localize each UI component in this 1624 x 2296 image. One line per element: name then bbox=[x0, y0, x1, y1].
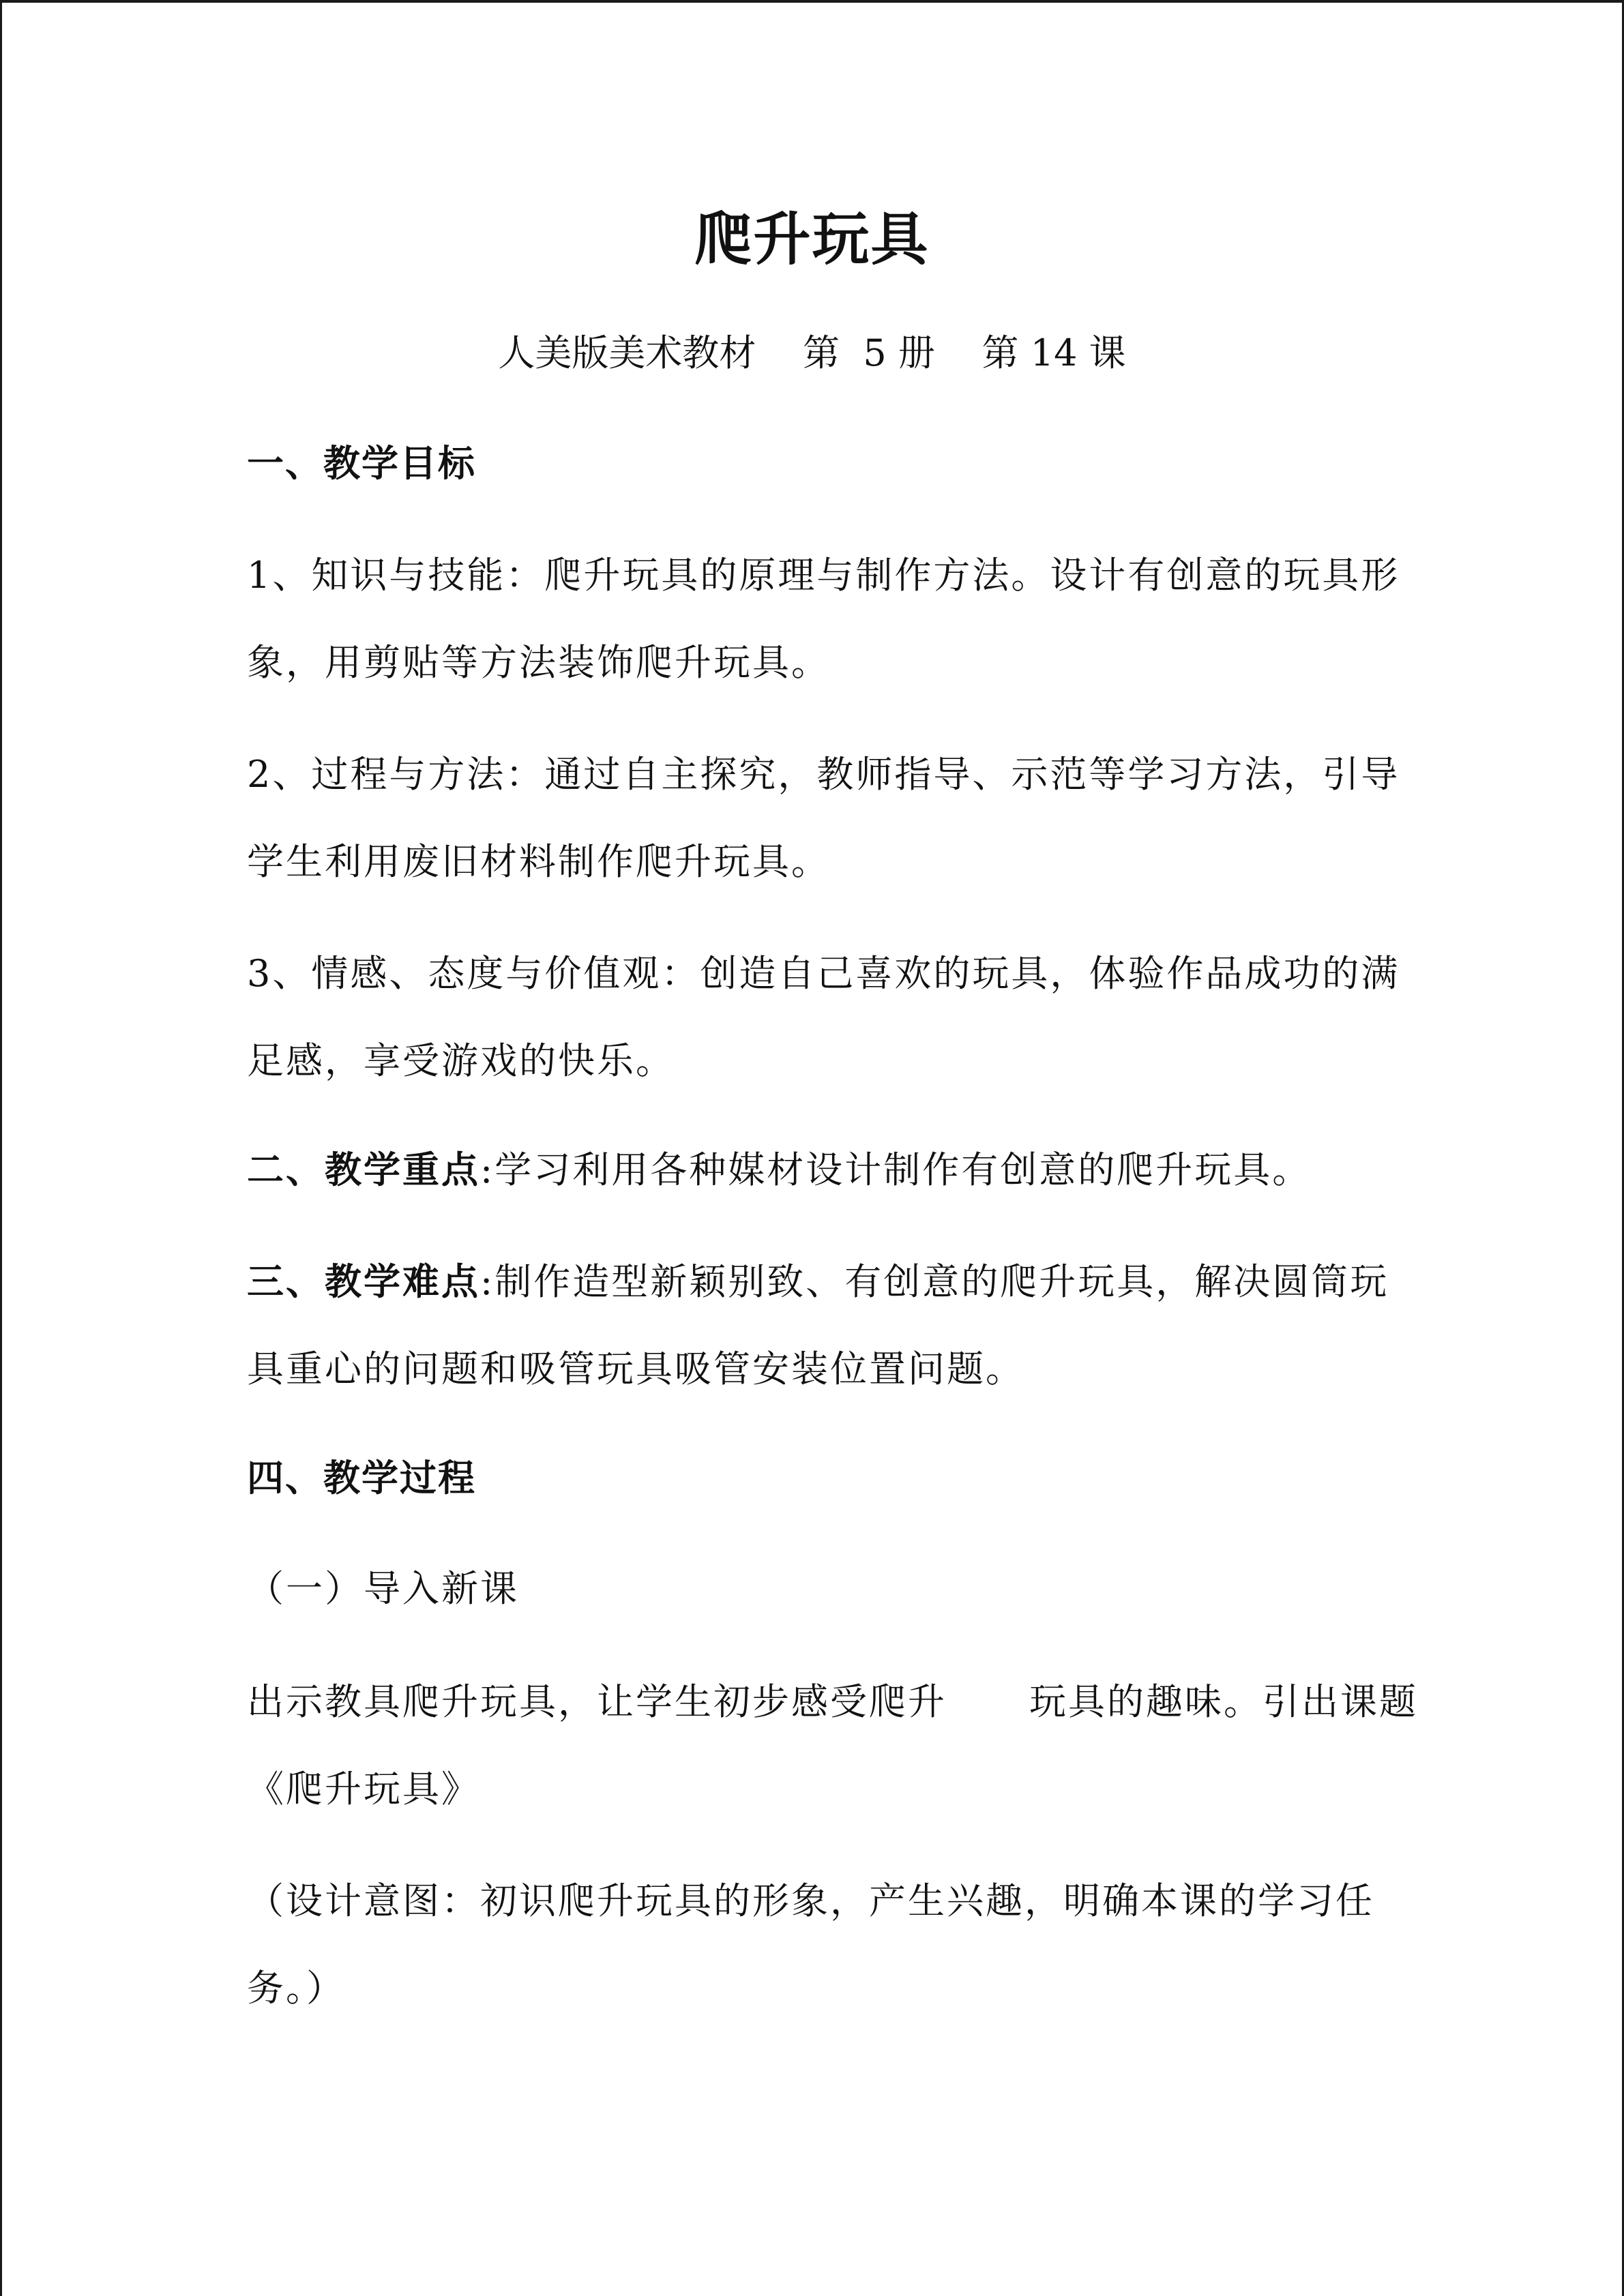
intro-paragraph-line-2: 《爬升玩具》 bbox=[247, 1768, 480, 1810]
objective-2-line-1: 2、过程与方法：通过自主探究，教师指导、示范等学习方法，引导 bbox=[247, 753, 1400, 796]
page-border-top bbox=[0, 0, 1624, 3]
key-points-label: 二、教学重点 bbox=[247, 1148, 480, 1191]
difficulties-paragraph bbox=[247, 1255, 1389, 1309]
intro-paragraph-line-1: 出示教具爬升玩具，让学生初步感受爬升 玩具的趣味。引出课题 bbox=[247, 1680, 1418, 1723]
design-intent-line-1: （设计意图：初识爬升玩具的形象，产生兴趣，明确本课的学习任 bbox=[247, 1879, 1374, 1922]
key-points-paragraph bbox=[247, 1143, 1379, 1197]
difficulties-text-line-1: :制作造型新颖别致、有创意的爬升玩具，解决圆筒玩 bbox=[480, 1260, 1389, 1303]
page-subtitle: 人美版美术教材 第 5 册 第 14 课 bbox=[498, 331, 1126, 374]
key-points-text: :学习利用各种媒材设计制作有创意的爬升玩具。 bbox=[480, 1148, 1312, 1191]
objective-3-line-1: 3、情感、态度与价值观：创造自己喜欢的玩具，体验作品成功的满 bbox=[247, 952, 1400, 995]
process-subheading-intro: （一）导入新课 bbox=[247, 1567, 519, 1610]
difficulties-label: 三、教学难点 bbox=[247, 1260, 480, 1303]
objective-3-line-2: 足感，享受游戏的快乐。 bbox=[247, 1039, 675, 1082]
objective-1-line-1: 1、知识与技能：爬升玩具的原理与制作方法。设计有创意的玩具形 bbox=[247, 554, 1400, 597]
section-heading-process: 四、教学过程 bbox=[247, 1457, 476, 1500]
design-intent-line-2: 务。） bbox=[247, 1967, 345, 2010]
section-heading-objectives: 一、教学目标 bbox=[247, 442, 476, 485]
difficulties-text-line-2: 具重心的问题和吸管玩具吸管安装位置问题。 bbox=[247, 1347, 1024, 1390]
objective-1-line-2: 象，用剪贴等方法装饰爬升玩具。 bbox=[247, 641, 830, 684]
objective-2-line-2: 学生利用废旧材料制作爬升玩具。 bbox=[247, 840, 830, 883]
page-title: 爬升玩具 bbox=[694, 206, 930, 273]
